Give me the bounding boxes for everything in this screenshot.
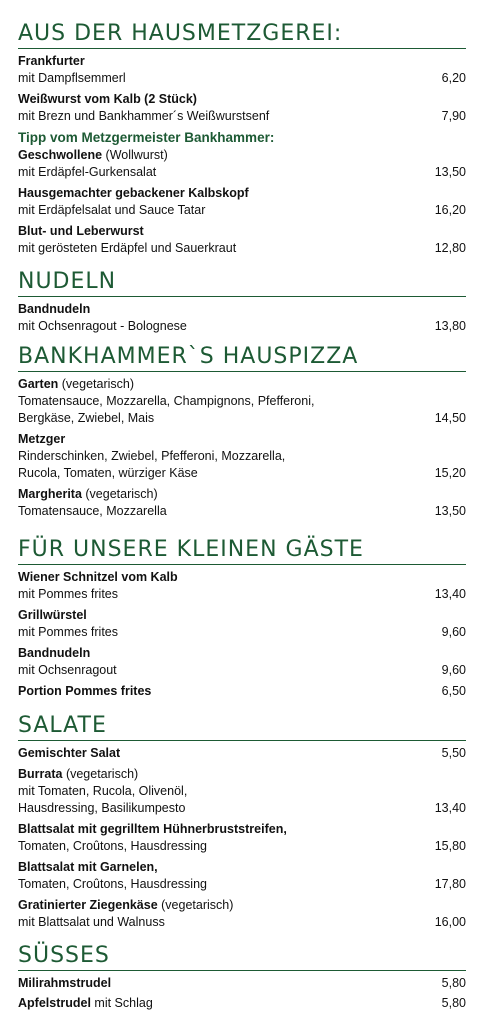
menu-item xyxy=(18,376,466,427)
item-name: Apfelstrudel xyxy=(18,996,91,1010)
item-desc: Rinderschinken, Zwiebel, Pfefferoni, Mozzarella, xyxy=(18,449,286,463)
item-price: 7,90 xyxy=(441,109,466,123)
item-price: 13,50 xyxy=(434,504,466,518)
item-desc: mit Pommes frites xyxy=(18,587,119,601)
section-title: FÜR UNSERE KLEINEN GÄSTE xyxy=(18,538,466,565)
item-price: 15,20 xyxy=(434,466,466,480)
menu-item xyxy=(18,859,466,893)
item-name: Gratinierter Ziegenkäse xyxy=(18,898,158,912)
menu-item xyxy=(18,185,466,219)
menu-item xyxy=(18,607,466,641)
menu-item xyxy=(18,53,466,87)
item-name: Hausgemachter gebackener Kalbskopf xyxy=(18,186,249,200)
tip-heading: Tipp vom Metzgermeister Bankhammer: xyxy=(18,130,275,145)
item-name: Margherita xyxy=(18,487,82,501)
item-desc: mit Erdäpfel-Gurkensalat xyxy=(18,165,157,179)
section-title: NUDELN xyxy=(18,270,466,297)
item-desc: mit gerösteten Erdäpfel und Sauerkraut xyxy=(18,241,237,255)
section-title: SÜSSES xyxy=(18,944,466,971)
item-name: Gemischter Salat xyxy=(18,746,121,760)
item-name: Garten xyxy=(18,377,59,391)
item-price: 15,80 xyxy=(434,839,466,853)
section-suesses xyxy=(18,944,466,1012)
item-note: mit Schlag xyxy=(90,996,153,1010)
item-desc: Hausdressing, Basilikumpesto xyxy=(18,801,186,815)
section-hausmetzgerei xyxy=(18,22,466,257)
item-name: Portion Pommes frites xyxy=(18,684,152,698)
menu-item xyxy=(18,975,466,992)
item-desc: mit Tomaten, Rucola, Olivenöl, xyxy=(18,784,188,798)
item-price: 16,20 xyxy=(434,203,466,217)
item-price: 12,80 xyxy=(434,241,466,255)
item-desc: mit Brezn und Bankhammer´s Weißwurstsenf xyxy=(18,109,270,123)
item-desc: mit Pommes frites xyxy=(18,625,119,639)
menu-item xyxy=(18,995,466,1012)
item-name: Geschwollene xyxy=(18,148,103,162)
item-price: 6,20 xyxy=(441,71,466,85)
item-desc: Rucola, Tomaten, würziger Käse xyxy=(18,466,198,480)
section-nudeln xyxy=(18,270,466,335)
item-desc: mit Ochsenragout xyxy=(18,663,117,677)
section-hauspizza xyxy=(18,345,466,520)
item-note: (vegetarisch) xyxy=(157,898,234,912)
menu-item xyxy=(18,766,466,817)
item-name: Frankfurter xyxy=(18,54,85,68)
menu-item xyxy=(18,301,466,335)
section-kleine-gaeste xyxy=(18,538,466,700)
item-name: Bandnudeln xyxy=(18,302,91,316)
section-title: BANKHAMMER`S HAUSPIZZA xyxy=(18,345,466,372)
item-desc: Tomatensauce, Mozzarella xyxy=(18,504,167,518)
item-note: (Wollwurst) xyxy=(102,148,168,162)
item-price: 13,50 xyxy=(434,165,466,179)
item-desc: mit Blattsalat und Walnuss xyxy=(18,915,165,929)
item-name: Weißwurst vom Kalb (2 Stück) xyxy=(18,92,197,106)
item-desc: mit Dampflsemmerl xyxy=(18,71,126,85)
menu-item xyxy=(18,147,466,181)
item-desc: mit Erdäpfelsalat und Sauce Tatar xyxy=(18,203,206,217)
item-note: (vegetarisch) xyxy=(62,767,139,781)
item-price: 9,60 xyxy=(441,625,466,639)
menu-item xyxy=(18,486,466,520)
item-price: 5,80 xyxy=(441,996,466,1010)
section-salate xyxy=(18,714,466,931)
menu-item xyxy=(18,821,466,855)
item-price: 9,60 xyxy=(441,663,466,677)
item-desc: Tomatensauce, Mozzarella, Champignons, Pfefferoni, xyxy=(18,394,315,408)
item-name: Metzger xyxy=(18,432,66,446)
item-price: 14,50 xyxy=(434,411,466,425)
item-desc: mit Ochsenragout - Bolognese xyxy=(18,319,187,333)
item-name: Blut- und Leberwurst xyxy=(18,224,144,238)
menu-item xyxy=(18,745,466,762)
item-price: 13,40 xyxy=(434,801,466,815)
item-name: Burrata xyxy=(18,767,63,781)
item-price: 6,50 xyxy=(441,684,466,698)
item-price: 5,80 xyxy=(441,976,466,990)
item-price: 5,50 xyxy=(441,746,466,760)
item-name: Grillwürstel xyxy=(18,608,87,622)
item-name: Blattsalat mit gegrilltem Hühnerbruststreifen, xyxy=(18,822,287,836)
item-name: Bandnudeln xyxy=(18,646,91,660)
item-note: (vegetarisch) xyxy=(81,487,158,501)
item-name: Wiener Schnitzel vom Kalb xyxy=(18,570,178,584)
item-price: 16,00 xyxy=(434,915,466,929)
menu-item xyxy=(18,569,466,603)
menu-item xyxy=(18,645,466,679)
item-desc: Tomaten, Croûtons, Hausdressing xyxy=(18,877,207,891)
item-desc: Tomaten, Croûtons, Hausdressing xyxy=(18,839,207,853)
section-title: SALATE xyxy=(18,714,466,741)
item-note: (vegetarisch) xyxy=(58,377,135,391)
menu-item xyxy=(18,91,466,125)
item-desc: Bergkäse, Zwiebel, Mais xyxy=(18,411,155,425)
item-price: 13,40 xyxy=(434,587,466,601)
section-title: AUS DER HAUSMETZGEREI: xyxy=(18,22,466,49)
item-name: Milirahmstrudel xyxy=(18,976,112,990)
item-price: 13,80 xyxy=(434,319,466,333)
menu-item xyxy=(18,683,466,700)
menu-item xyxy=(18,897,466,931)
item-name: Blattsalat mit Garnelen, xyxy=(18,860,158,874)
item-price: 17,80 xyxy=(434,877,466,891)
menu-item xyxy=(18,431,466,482)
menu-item xyxy=(18,223,466,257)
